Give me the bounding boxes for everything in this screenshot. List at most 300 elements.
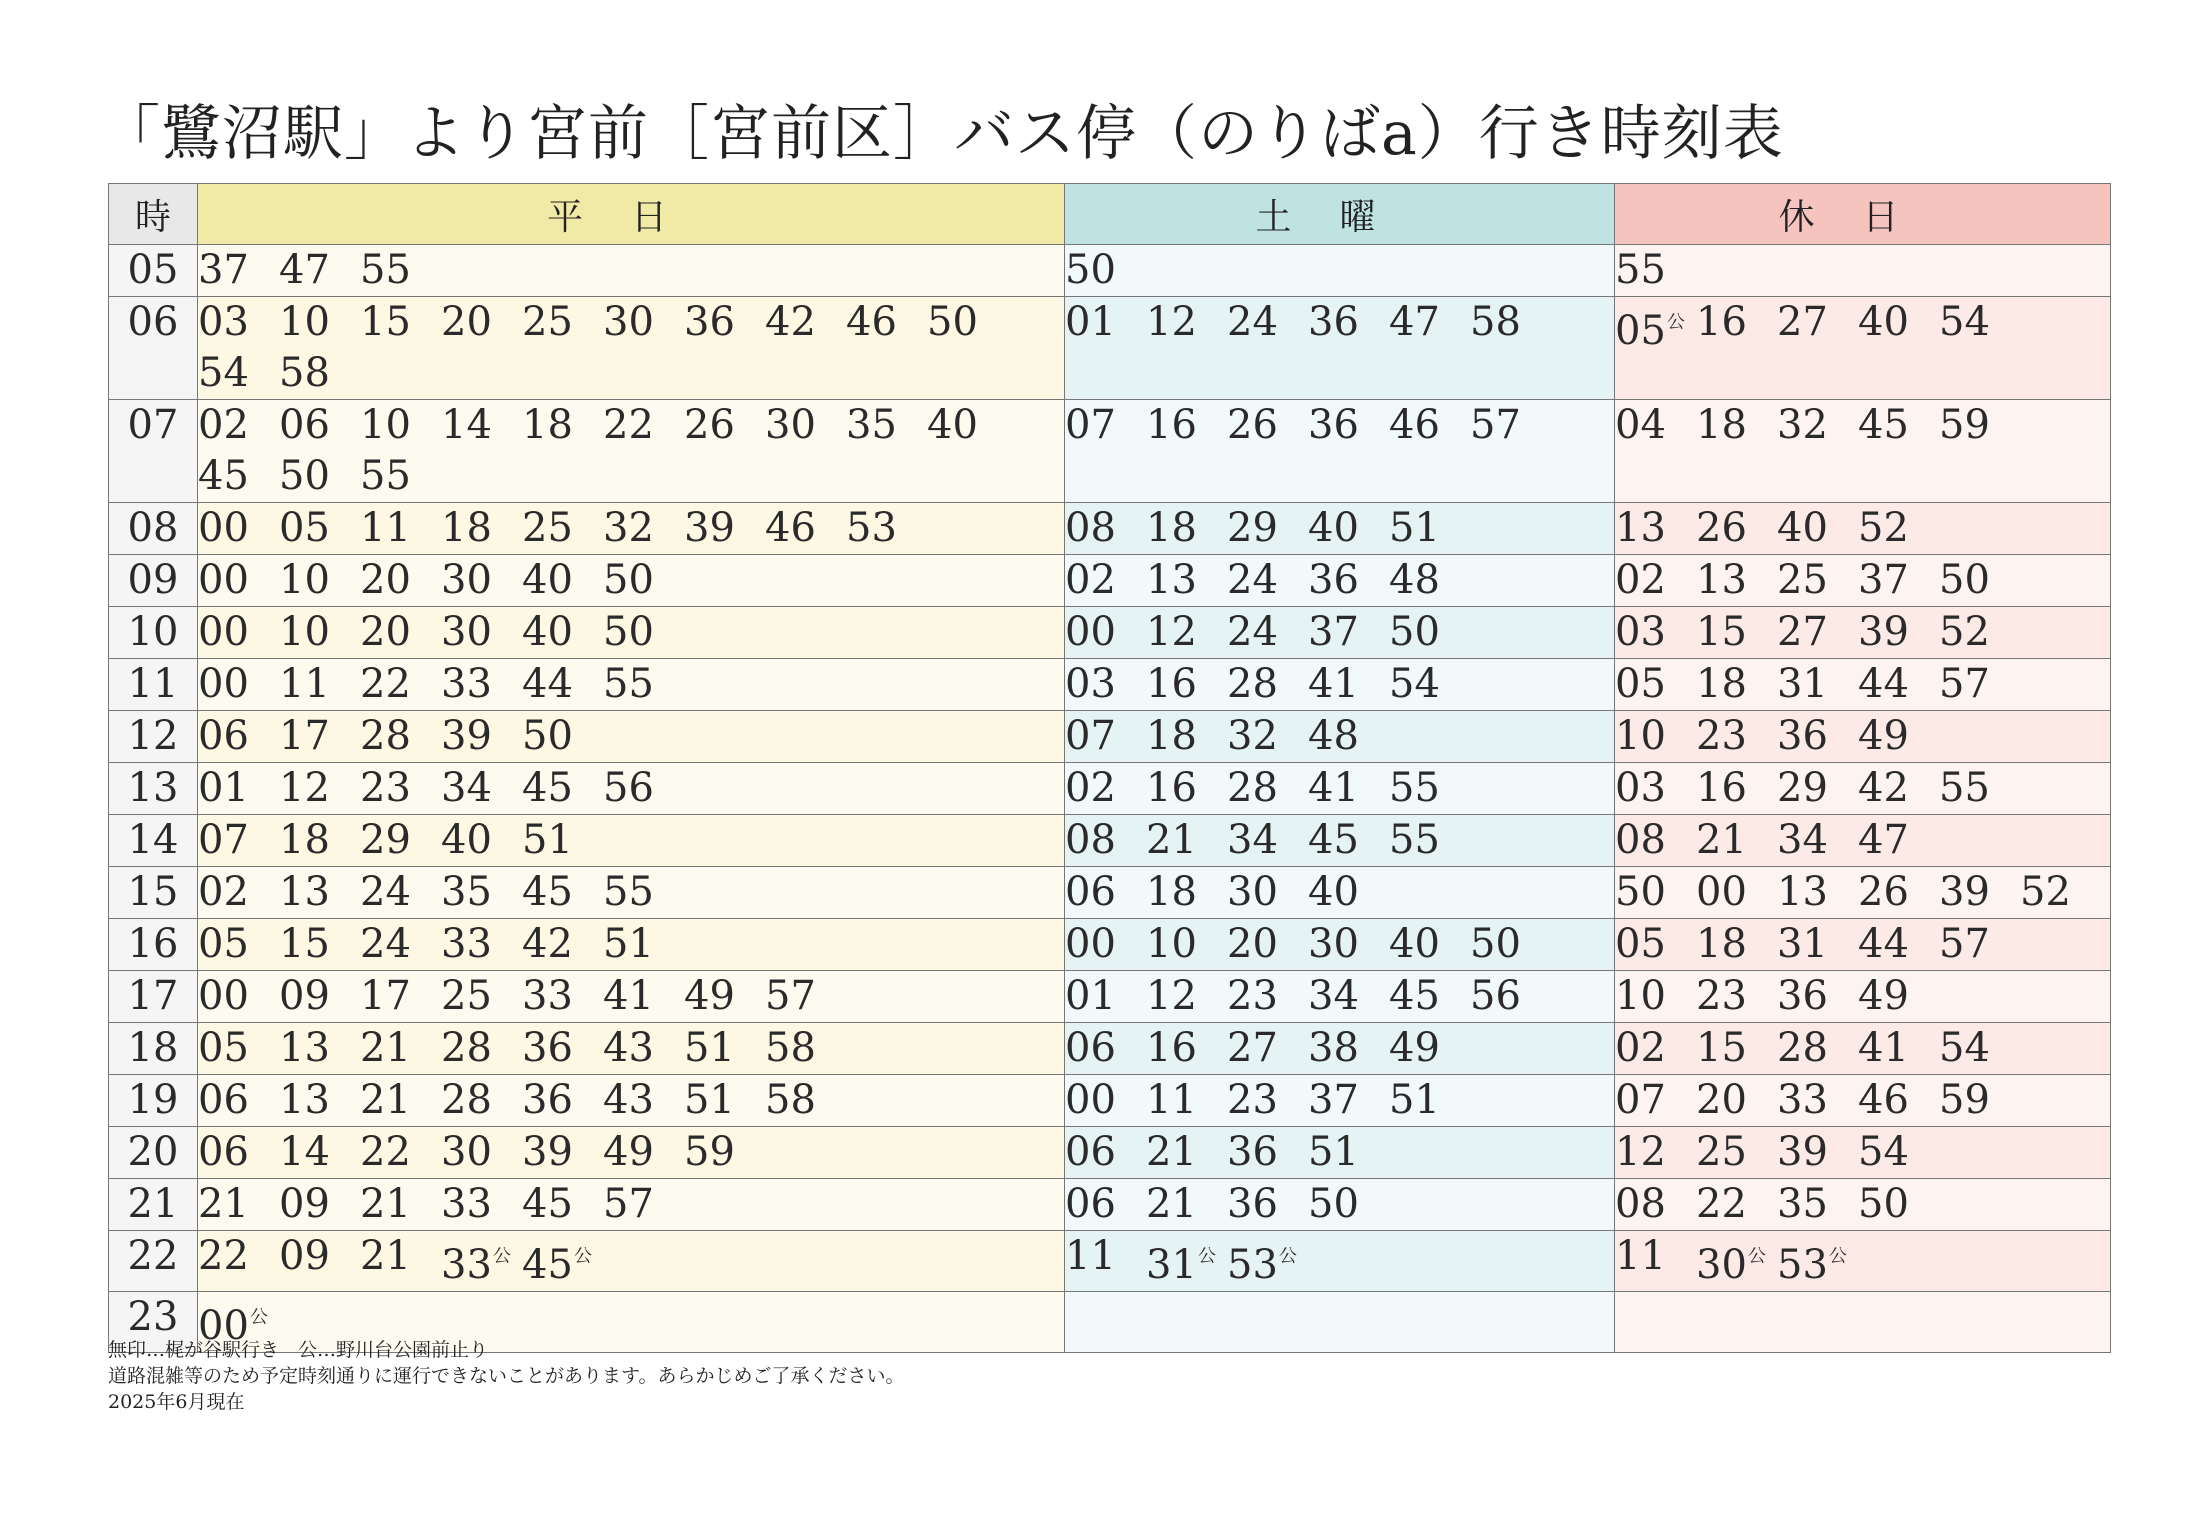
hour-cell: 08 <box>109 503 198 555</box>
departure-time: 57 <box>1939 661 1990 707</box>
departure-time: 58 <box>765 1025 816 1071</box>
departure-time: 40 <box>522 609 573 655</box>
departure-time: 22 <box>360 1129 411 1175</box>
departure-time: 01 <box>1065 973 1116 1019</box>
departure-time: 50 <box>927 299 978 345</box>
weekday-times-cell <box>198 245 1065 297</box>
hour-cell: 22 <box>109 1231 198 1292</box>
hour-row <box>109 607 2111 659</box>
departure-time: 22 <box>198 1233 249 1279</box>
departure-time: 50 <box>1939 557 1990 603</box>
departure-time: 52 <box>1939 609 1990 655</box>
departure-time: 45 <box>198 453 249 499</box>
departure-time: 20 <box>1227 921 1278 967</box>
departure-time: 35 <box>1777 1181 1828 1227</box>
departure-time: 21 <box>1146 1181 1197 1227</box>
hour-row <box>109 1231 2111 1292</box>
departure-time: 31 <box>1777 661 1828 707</box>
departure-time: 49 <box>1389 1025 1440 1071</box>
departure-time: 01 <box>198 765 249 811</box>
departure-time: $05^公$ <box>1615 308 1685 354</box>
departure-time: 18 <box>1696 402 1747 448</box>
hour-cell: 15 <box>109 867 198 919</box>
departure-time: 07 <box>1615 1077 1666 1123</box>
departure-time: 16 <box>1146 765 1197 811</box>
departure-time: 23 <box>1227 1077 1278 1123</box>
departure-time: 11 <box>1615 1233 1666 1279</box>
saturday-times-cell <box>1065 1127 1615 1179</box>
departure-time: 36 <box>1227 1181 1278 1227</box>
departure-time: 47 <box>1858 817 1909 863</box>
weekday-times-cell <box>198 867 1065 919</box>
saturday-times-cell <box>1065 245 1615 297</box>
departure-time: 51 <box>684 1077 735 1123</box>
departure-time: 49 <box>603 1129 654 1175</box>
hour-row <box>109 555 2111 607</box>
departure-time: 16 <box>1146 661 1197 707</box>
departure-time: 40 <box>1308 869 1359 915</box>
departure-time: 58 <box>279 350 330 396</box>
departure-time: 57 <box>603 1181 654 1227</box>
departure-time: 36 <box>684 299 735 345</box>
holiday-times-cell <box>1615 971 2111 1023</box>
departure-time: 32 <box>1227 713 1278 759</box>
departure-time: 28 <box>441 1025 492 1071</box>
hour-row <box>109 1075 2111 1127</box>
departure-time: 43 <box>603 1077 654 1123</box>
departure-time: 32 <box>1777 402 1828 448</box>
departure-time: 37 <box>1308 1077 1359 1123</box>
departure-time: 12 <box>1146 973 1197 1019</box>
departure-time: 24 <box>1227 299 1278 345</box>
header-weekday: 平日 <box>198 184 1065 245</box>
weekday-times-cell <box>198 1231 1065 1292</box>
weekday-times-cell <box>198 711 1065 763</box>
departure-time: 28 <box>441 1077 492 1123</box>
departure-time: 59 <box>684 1129 735 1175</box>
departure-time: 34 <box>441 765 492 811</box>
departure-time: 28 <box>360 713 411 759</box>
departure-time: 05 <box>198 1025 249 1071</box>
hour-cell: 17 <box>109 971 198 1023</box>
departure-time: 33 <box>522 973 573 1019</box>
departure-time: 33 <box>1777 1077 1828 1123</box>
departure-time: 10 <box>279 299 330 345</box>
hour-row <box>109 297 2111 400</box>
departure-time: 02 <box>1615 557 1666 603</box>
departure-time: 12 <box>279 765 330 811</box>
departure-time: 12 <box>1615 1129 1666 1175</box>
departure-time: $30^公$ <box>1696 1242 1766 1288</box>
departure-time: 25 <box>1696 1129 1747 1175</box>
hour-row <box>109 400 2111 503</box>
holiday-times-cell <box>1615 1075 2111 1127</box>
departure-time: 22 <box>360 661 411 707</box>
departure-time: $53^公$ <box>1227 1242 1297 1288</box>
departure-time: 13 <box>279 869 330 915</box>
departure-time: 50 <box>522 713 573 759</box>
departure-time: 32 <box>603 505 654 551</box>
departure-time: 00 <box>1696 869 1747 915</box>
departure-time: 59 <box>1939 1077 1990 1123</box>
departure-time: 45 <box>1389 973 1440 1019</box>
departure-time: 46 <box>1858 1077 1909 1123</box>
departure-time: $31^公$ <box>1146 1242 1216 1288</box>
departure-time: 10 <box>1615 973 1666 1019</box>
hour-cell: 10 <box>109 607 198 659</box>
weekday-times-cell <box>198 555 1065 607</box>
hour-row <box>109 1127 2111 1179</box>
departure-time: 17 <box>279 713 330 759</box>
departure-time: 39 <box>1858 609 1909 655</box>
departure-time: 34 <box>1227 817 1278 863</box>
departure-time: 01 <box>1065 299 1116 345</box>
departure-time: 08 <box>1065 817 1116 863</box>
departure-time: 26 <box>1696 505 1747 551</box>
terminal-mark: 公 <box>1828 1246 1847 1267</box>
terminal-mark: 公 <box>1197 1246 1216 1267</box>
hour-cell: 12 <box>109 711 198 763</box>
departure-time: 14 <box>441 402 492 448</box>
departure-time: 10 <box>279 609 330 655</box>
holiday-times-cell <box>1615 1023 2111 1075</box>
departure-time: 05 <box>198 921 249 967</box>
departure-time: 50 <box>1065 247 1116 293</box>
departure-time: 08 <box>1615 817 1666 863</box>
departure-time: 41 <box>1308 661 1359 707</box>
holiday-times-cell <box>1615 245 2111 297</box>
departure-time: 02 <box>198 869 249 915</box>
departure-time: 49 <box>1858 713 1909 759</box>
departure-time: 00 <box>1065 921 1116 967</box>
departure-time: 13 <box>279 1025 330 1071</box>
departure-time: 10 <box>1146 921 1197 967</box>
departure-time: 50 <box>1389 609 1440 655</box>
departure-time: 00 <box>1065 609 1116 655</box>
hour-cell: 13 <box>109 763 198 815</box>
departure-time: 54 <box>1939 299 1990 345</box>
departure-time: 35 <box>441 869 492 915</box>
departure-time: 27 <box>1777 609 1828 655</box>
saturday-times-cell <box>1065 297 1615 400</box>
terminal-mark: 公 <box>573 1246 592 1267</box>
hour-row <box>109 659 2111 711</box>
header-hour: 時 <box>109 184 198 245</box>
departure-time: 18 <box>279 817 330 863</box>
departure-time: 49 <box>1858 973 1909 1019</box>
departure-time: 13 <box>1696 557 1747 603</box>
weekday-times-cell <box>198 815 1065 867</box>
departure-time: 37 <box>198 247 249 293</box>
departure-time: 20 <box>1696 1077 1747 1123</box>
departure-time: 43 <box>603 1025 654 1071</box>
weekday-times-cell <box>198 503 1065 555</box>
departure-time: 51 <box>1389 1077 1440 1123</box>
departure-time: 46 <box>846 299 897 345</box>
departure-time: 10 <box>279 557 330 603</box>
departure-time: 39 <box>684 505 735 551</box>
departure-time: 21 <box>360 1181 411 1227</box>
departure-time: 55 <box>360 453 411 499</box>
saturday-times-cell <box>1065 607 1615 659</box>
departure-time: 20 <box>360 557 411 603</box>
departure-time: 31 <box>1777 921 1828 967</box>
departure-time: 11 <box>279 661 330 707</box>
departure-time: 13 <box>1615 505 1666 551</box>
departure-time: 15 <box>360 299 411 345</box>
saturday-times-cell <box>1065 1292 1615 1353</box>
departure-time: 11 <box>1065 1233 1116 1279</box>
departure-time: 30 <box>603 299 654 345</box>
departure-time: 06 <box>1065 1181 1116 1227</box>
departure-time: 37 <box>1858 557 1909 603</box>
header-saturday: 土曜 <box>1065 184 1615 245</box>
weekday-times-cell <box>198 1127 1065 1179</box>
hour-row <box>109 1023 2111 1075</box>
departure-time: 50 <box>1615 869 1666 915</box>
departure-time: 06 <box>1065 1025 1116 1071</box>
departure-time: 22 <box>1696 1181 1747 1227</box>
departure-time: 42 <box>1858 765 1909 811</box>
departure-time: 50 <box>603 609 654 655</box>
departure-time: 09 <box>279 973 330 1019</box>
departure-time: $53^公$ <box>1777 1242 1847 1288</box>
departure-time: 16 <box>1146 1025 1197 1071</box>
departure-time: 00 <box>1065 1077 1116 1123</box>
saturday-times-cell <box>1065 659 1615 711</box>
departure-time: 10 <box>1615 713 1666 759</box>
page-title: 「鷺沼駅」より宮前［宮前区］バス停（のりばa）行き時刻表 <box>100 99 1784 169</box>
departure-time: 30 <box>1227 869 1278 915</box>
delay-warning: 道路混雑等のため予定時刻通りに運行できないことがあります。あらかじめご了承ください。 <box>108 1365 905 1387</box>
departure-time: 34 <box>1308 973 1359 1019</box>
hour-cell: 05 <box>109 245 198 297</box>
hour-row <box>109 867 2111 919</box>
departure-time: 04 <box>1615 402 1666 448</box>
departure-time: 00 <box>198 505 249 551</box>
departure-time: 40 <box>1777 505 1828 551</box>
departure-time: 08 <box>1065 505 1116 551</box>
footnotes <box>108 1337 904 1415</box>
departure-time: 25 <box>522 505 573 551</box>
departure-time: 18 <box>1146 869 1197 915</box>
hour-cell: 14 <box>109 815 198 867</box>
departure-time: 56 <box>603 765 654 811</box>
departure-time: 47 <box>1389 299 1440 345</box>
departure-time: 06 <box>1065 869 1116 915</box>
departure-time: 15 <box>1696 1025 1747 1071</box>
hour-row <box>109 1179 2111 1231</box>
departure-time: 09 <box>279 1233 330 1279</box>
hour-cell: 18 <box>109 1023 198 1075</box>
departure-time: 55 <box>603 661 654 707</box>
departure-time: 06 <box>279 402 330 448</box>
departure-time: 03 <box>1615 609 1666 655</box>
departure-time: 55 <box>1615 247 1666 293</box>
departure-time: 50 <box>1308 1181 1359 1227</box>
departure-time: 40 <box>927 402 978 448</box>
departure-time: 24 <box>1227 609 1278 655</box>
departure-time: 12 <box>1146 299 1197 345</box>
departure-time: 06 <box>198 1129 249 1175</box>
departure-time: 54 <box>1858 1129 1909 1175</box>
saturday-times-cell <box>1065 1075 1615 1127</box>
departure-time: 08 <box>1615 1181 1666 1227</box>
hour-cell: 09 <box>109 555 198 607</box>
departure-time: 55 <box>1389 817 1440 863</box>
departure-time: 52 <box>2020 869 2071 915</box>
departure-time: 59 <box>1939 402 1990 448</box>
departure-time: 20 <box>441 299 492 345</box>
departure-time: 23 <box>360 765 411 811</box>
departure-time: 42 <box>765 299 816 345</box>
weekday-times-cell <box>198 400 1065 503</box>
saturday-times-cell <box>1065 815 1615 867</box>
departure-time: 50 <box>1858 1181 1909 1227</box>
departure-time: 46 <box>765 505 816 551</box>
departure-time: 27 <box>1777 299 1828 345</box>
hour-cell: 11 <box>109 659 198 711</box>
saturday-times-cell <box>1065 763 1615 815</box>
departure-time: 05 <box>1615 661 1666 707</box>
saturday-times-cell <box>1065 919 1615 971</box>
departure-time: 25 <box>522 299 573 345</box>
departure-time: 40 <box>1389 921 1440 967</box>
holiday-times-cell <box>1615 503 2111 555</box>
departure-time: $45^公$ <box>522 1242 592 1288</box>
departure-time: 07 <box>198 817 249 863</box>
departure-time: 16 <box>1696 299 1747 345</box>
holiday-times-cell <box>1615 297 2111 400</box>
departure-time: 45 <box>522 869 573 915</box>
departure-time: 58 <box>1470 299 1521 345</box>
departure-time: 40 <box>1308 505 1359 551</box>
holiday-times-cell <box>1615 1231 2111 1292</box>
departure-time: 00 <box>198 661 249 707</box>
departure-time: 16 <box>1696 765 1747 811</box>
holiday-times-cell <box>1615 763 2111 815</box>
departure-time: 21 <box>360 1025 411 1071</box>
weekday-times-cell <box>198 763 1065 815</box>
departure-time: 26 <box>684 402 735 448</box>
departure-time: 45 <box>1308 817 1359 863</box>
departure-time: 29 <box>1227 505 1278 551</box>
saturday-times-cell <box>1065 503 1615 555</box>
departure-time: 33 <box>441 921 492 967</box>
hour-row <box>109 711 2111 763</box>
departure-time: 00 <box>198 973 249 1019</box>
departure-time: 15 <box>1696 609 1747 655</box>
holiday-times-cell <box>1615 815 2111 867</box>
saturday-times-cell <box>1065 400 1615 503</box>
departure-time: 54 <box>1939 1025 1990 1071</box>
header-holiday: 休日 <box>1615 184 2111 245</box>
as-of-date: 2025年6月現在 <box>108 1391 245 1413</box>
departure-time: 18 <box>1696 661 1747 707</box>
departure-time: 51 <box>522 817 573 863</box>
departure-time: 06 <box>198 713 249 759</box>
departure-time: 10 <box>360 402 411 448</box>
departure-time: 51 <box>684 1025 735 1071</box>
departure-time: 21 <box>198 1181 249 1227</box>
weekday-times-cell <box>198 659 1065 711</box>
header-row <box>109 184 2111 245</box>
terminal-mark: 公 <box>1747 1246 1766 1267</box>
weekday-times-cell <box>198 1179 1065 1231</box>
departure-time: 48 <box>1308 713 1359 759</box>
departure-time: 53 <box>846 505 897 551</box>
departure-time: 33 <box>441 661 492 707</box>
departure-time: 37 <box>1308 609 1359 655</box>
holiday-times-cell <box>1615 711 2111 763</box>
departure-time: 45 <box>522 1181 573 1227</box>
departure-time: 51 <box>603 921 654 967</box>
departure-time: 57 <box>1939 921 1990 967</box>
departure-time: 06 <box>198 1077 249 1123</box>
departure-time: 36 <box>1308 402 1359 448</box>
holiday-times-cell <box>1615 555 2111 607</box>
departure-time: 30 <box>441 557 492 603</box>
departure-time: 13 <box>1146 557 1197 603</box>
departure-time: 49 <box>684 973 735 1019</box>
departure-time: 24 <box>360 869 411 915</box>
hour-row <box>109 971 2111 1023</box>
departure-time: 06 <box>1065 1129 1116 1175</box>
weekday-times-cell <box>198 971 1065 1023</box>
departure-time: 27 <box>1227 1025 1278 1071</box>
departure-time: 29 <box>1777 765 1828 811</box>
departure-time: 52 <box>1858 505 1909 551</box>
departure-time: 07 <box>1065 713 1116 759</box>
departure-time: 50 <box>1470 921 1521 967</box>
departure-time: 54 <box>198 350 249 396</box>
hour-cell: 23 <box>109 1292 198 1353</box>
departure-time: 11 <box>1146 1077 1197 1123</box>
holiday-times-cell <box>1615 659 2111 711</box>
holiday-times-cell <box>1615 1127 2111 1179</box>
departure-time: 17 <box>360 973 411 1019</box>
departure-time: 03 <box>198 299 249 345</box>
departure-time: 23 <box>1227 973 1278 1019</box>
departure-time: 21 <box>360 1077 411 1123</box>
departure-time: 18 <box>1146 713 1197 759</box>
holiday-times-cell <box>1615 1292 2111 1353</box>
departure-time: 18 <box>522 402 573 448</box>
legend-note: 無印…梶が谷駅行き 公…野川台公園前止り <box>108 1339 489 1361</box>
hour-cell: 20 <box>109 1127 198 1179</box>
timetable-body <box>109 245 2111 1353</box>
departure-time: 16 <box>1146 402 1197 448</box>
departure-time: 41 <box>1858 1025 1909 1071</box>
hour-row <box>109 919 2111 971</box>
departure-time: 28 <box>1777 1025 1828 1071</box>
departure-time: 36 <box>1308 557 1359 603</box>
departure-time: 13 <box>1777 869 1828 915</box>
saturday-times-cell <box>1065 1179 1615 1231</box>
departure-time: 46 <box>1389 402 1440 448</box>
departure-time: 28 <box>1227 765 1278 811</box>
departure-time: 12 <box>1146 609 1197 655</box>
hour-cell: 16 <box>109 919 198 971</box>
departure-time: 02 <box>1065 765 1116 811</box>
weekday-times-cell <box>198 1023 1065 1075</box>
departure-time: 05 <box>279 505 330 551</box>
departure-time: 21 <box>1696 817 1747 863</box>
departure-time: 14 <box>279 1129 330 1175</box>
departure-time: 23 <box>1696 973 1747 1019</box>
departure-time: 13 <box>279 1077 330 1123</box>
departure-time: 28 <box>1227 661 1278 707</box>
